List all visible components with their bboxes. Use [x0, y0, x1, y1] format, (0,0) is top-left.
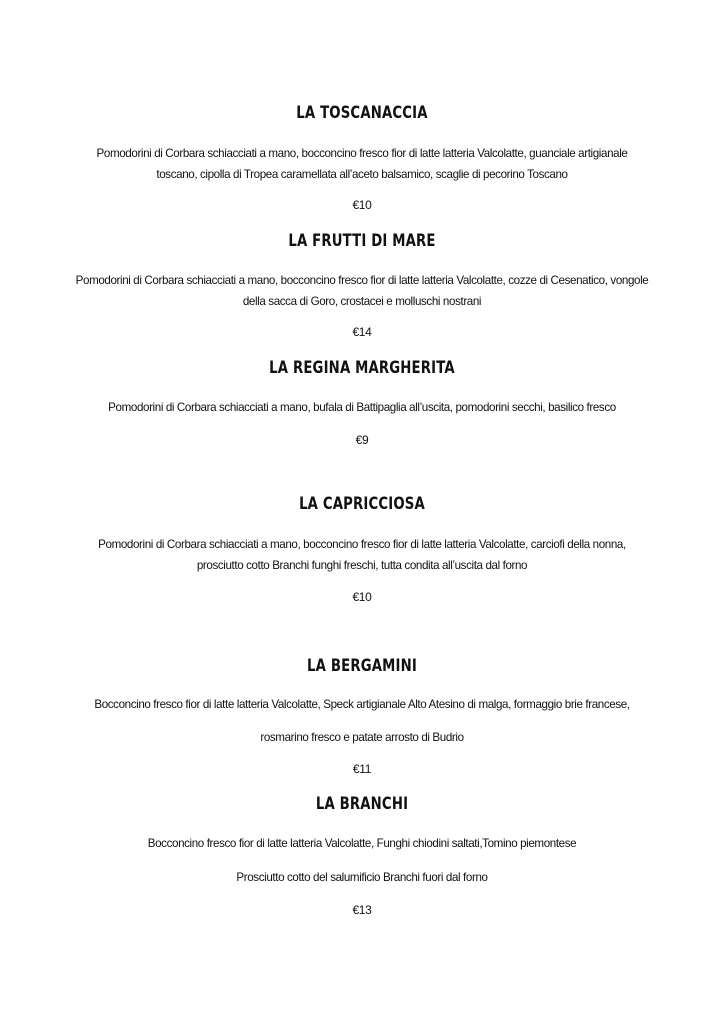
- description-line: prosciutto cotto Branchi funghi freschi, tutta condita all’uscita dal forno: [196, 558, 528, 572]
- description-line: Prosciutto cotto del salumificio Branchi fuori dal forno: [236, 870, 488, 884]
- item-title-regina-margherita: LA REGINA MARGHERITA: [269, 358, 455, 378]
- item-price-branchi: €13: [352, 903, 372, 917]
- item-title-bergamini: LA BERGAMINI: [307, 656, 417, 676]
- item-price-toscanaccia: €10: [352, 198, 372, 212]
- item-title-branchi: LA BRANCHI: [315, 794, 409, 814]
- description-line: Bocconcino fresco fior di latte latteria Valcolatte, Speck artigianale Alto Atesino di malga, formaggio brie francese,: [94, 697, 630, 711]
- item-description-regina-margherita: [0, 397, 724, 418]
- item-title-frutti-di-mare: LA FRUTTI DI MARE: [288, 231, 436, 251]
- item-description-toscanaccia: [0, 143, 724, 185]
- description-line: della sacca di Goro, crostacei e molluschi nostrani: [242, 294, 482, 308]
- item-description-capricciosa: [0, 534, 724, 576]
- item-price-regina-margherita: €9: [355, 433, 369, 447]
- description-line: toscano, cipolla di Tropea caramellata all’aceto balsamico, scaglie di pecorino Toscano: [156, 167, 568, 181]
- item-description-bergamini-cont: [0, 727, 724, 748]
- description-line: Pomodorini di Corbara schiacciati a mano, bocconcino fresco fior di latte latteria Valcolatte, guanciale artigianale: [96, 146, 628, 160]
- item-price-frutti-di-mare: €14: [352, 325, 372, 339]
- item-title-capricciosa: LA CAPRICCIOSA: [299, 494, 425, 514]
- description-line: Pomodorini di Corbara schiacciati a mano, bocconcino fresco fior di latte latteria Valcolatte, cozze di Cesenatico, vongole: [75, 273, 649, 287]
- description-line: Bocconcino fresco fior di latte latteria Valcolatte, Funghi chiodini saltati,Tomino piemontese: [147, 836, 577, 850]
- description-line: Pomodorini di Corbara schiacciati a mano, bocconcino fresco fior di latte latteria Valcolatte, carciofi della nonna,: [98, 537, 626, 551]
- item-description-frutti-di-mare: [0, 270, 724, 312]
- item-price-bergamini: €11: [352, 762, 372, 776]
- description-line: rosmarino fresco e patate arrosto di Budrio: [260, 730, 464, 744]
- item-title-toscanaccia: LA TOSCANACCIA: [296, 103, 428, 123]
- item-price-capricciosa: €10: [352, 590, 372, 604]
- item-description-bergamini: [0, 694, 724, 715]
- item-description-branchi-cont: [0, 867, 724, 888]
- description-line: Pomodorini di Corbara schiacciati a mano, bufala di Battipaglia all’uscita, pomodorini secchi, basilico fresco: [108, 400, 616, 414]
- item-description-branchi: [0, 833, 724, 854]
